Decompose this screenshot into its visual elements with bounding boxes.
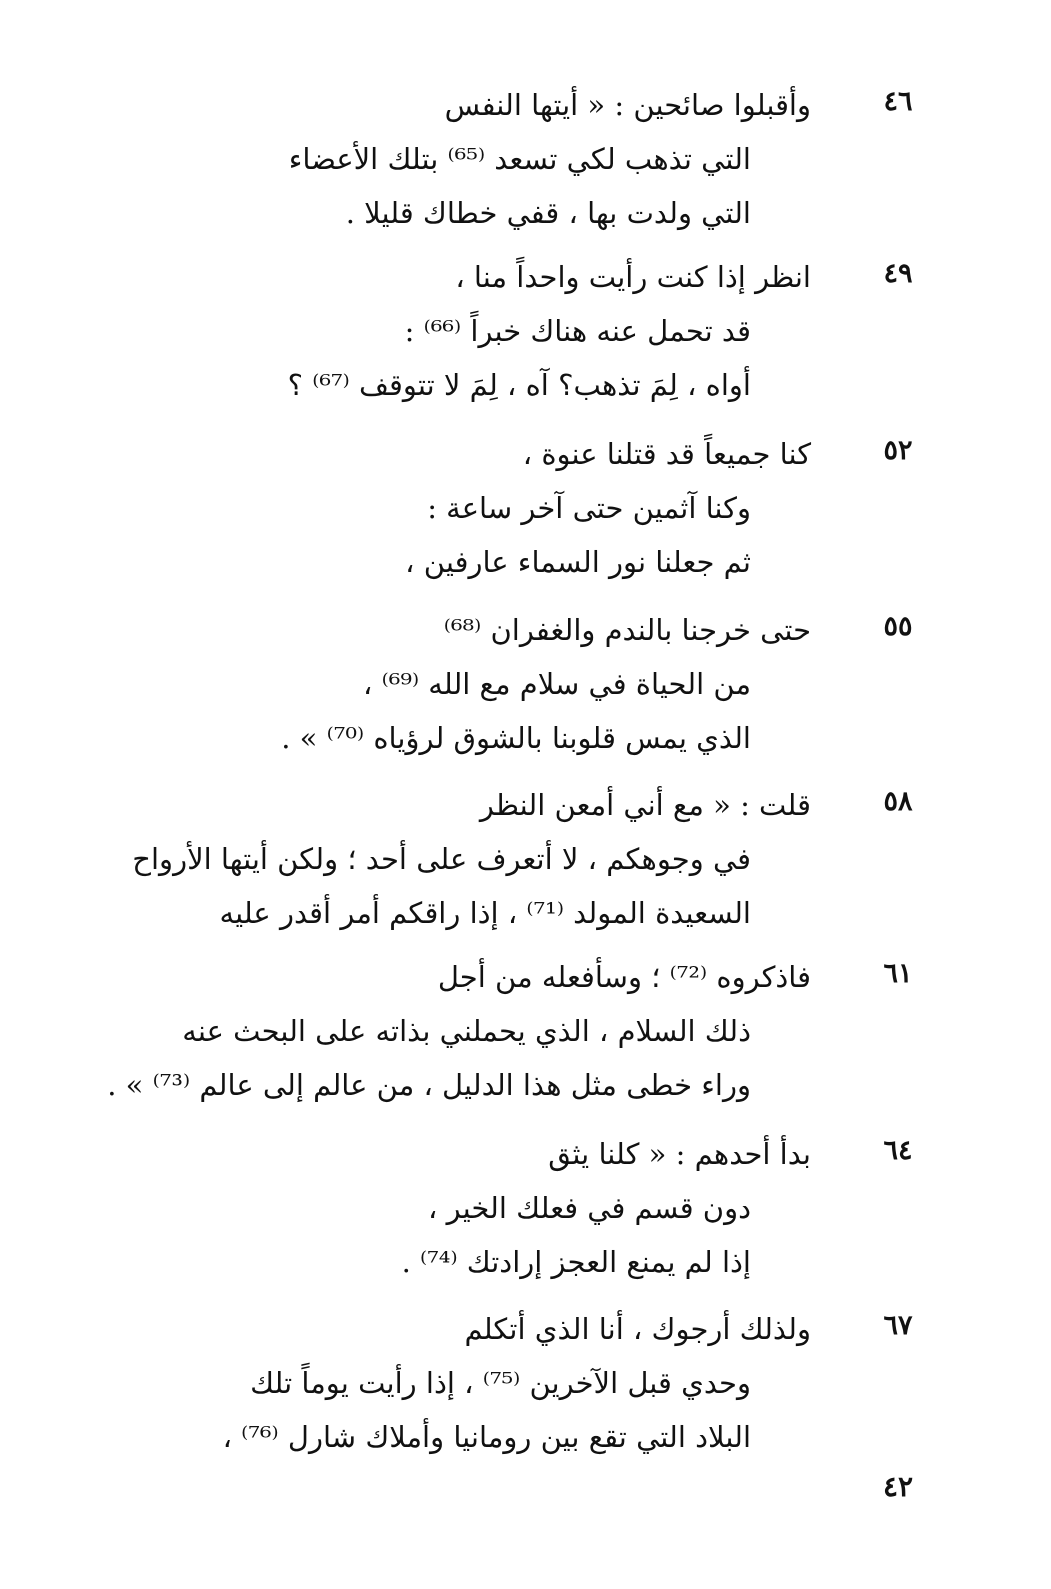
verse-number: ٥٥ (883, 611, 913, 642)
verse-line: أواه ، لِمَ تذهب؟ آه ، لِمَ لا تتوقف ⁽⁶⁷⁾ ؟ (287, 368, 751, 402)
verse-line: حتى خرجنا بالندم والغفران ⁽⁶⁸⁾ (443, 613, 811, 647)
verse-line: الذي يمس قلوبنا بالشوق لرؤياه ⁽⁷⁰⁾ » . (281, 721, 751, 755)
verse-number: ٥٢ (883, 435, 913, 466)
page-number: ٤٢ (882, 1470, 914, 1503)
verse-line: التي تذهب لكي تسعد ⁽⁶⁵⁾ بتلك الأعضاء (288, 142, 751, 176)
verse-line: إذا لم يمنع العجز إرادتك ⁽⁷⁴⁾ . (401, 1245, 751, 1279)
verse-number: ٦١ (883, 958, 913, 989)
verse-line: كنا جميعاً قد قتلنا عنوة ، (522, 437, 811, 471)
verse-line: ثم جعلنا نور السماء عارفين ، (405, 545, 751, 579)
verse-line: وكنا آثمين حتى آخر ساعة : (427, 491, 751, 525)
verse-line: قلت : « مع أني أمعن النظر (479, 788, 811, 822)
verse-line: بدأ أحدهم : « كلنا يثق (548, 1137, 811, 1171)
verse-number: ٦٧ (883, 1310, 913, 1341)
verse-line: ولذلك أرجوك ، أنا الذي أتكلم (464, 1312, 811, 1346)
verse-line: دون قسم في فعلك الخير ، (428, 1191, 751, 1225)
verse-line: وراء خطى مثل هذا الدليل ، من عالم إلى عالم ⁽⁷³⁾ » . (107, 1068, 751, 1102)
verse-number: ٤٩ (883, 258, 913, 289)
verse-line: التي ولدت بها ، قفي خطاك قليلا . (345, 196, 751, 230)
verse-line: ذلك السلام ، الذي يحملني بذاته على البحث عنه (182, 1014, 751, 1048)
verse-number: ٦٤ (883, 1135, 913, 1166)
verse-number: ٥٨ (883, 786, 913, 817)
verse-line: وحدي قبل الآخرين ⁽⁷⁵⁾ ، إذا رأيت يوماً تلك (250, 1366, 751, 1400)
verse-line: فاذكروه ⁽⁷²⁾ ؛ وسأفعله من أجل (437, 960, 811, 994)
verse-line: البلاد التي تقع بين رومانيا وأملاك شارل ⁽⁷⁶⁾ ، (222, 1420, 751, 1454)
verse-line: من الحياة في سلام مع الله ⁽⁶⁹⁾ ، (362, 667, 751, 701)
verse-line: وأقبلوا صائحين : « أيتها النفس (444, 88, 811, 122)
verse-line: قد تحمل عنه هناك خبراً ⁽⁶⁶⁾ : (404, 314, 751, 348)
verse-line: انظر إذا كنت رأيت واحداً منا ، (455, 260, 811, 294)
verse-number: ٤٦ (883, 86, 913, 117)
verse-line: السعيدة المولد ⁽⁷¹⁾ ، إذا راقكم أمر أقدر عليه (219, 896, 751, 930)
verse-line: في وجوهكم ، لا أتعرف على أحد ؛ ولكن أيتها الأرواح (132, 842, 751, 876)
